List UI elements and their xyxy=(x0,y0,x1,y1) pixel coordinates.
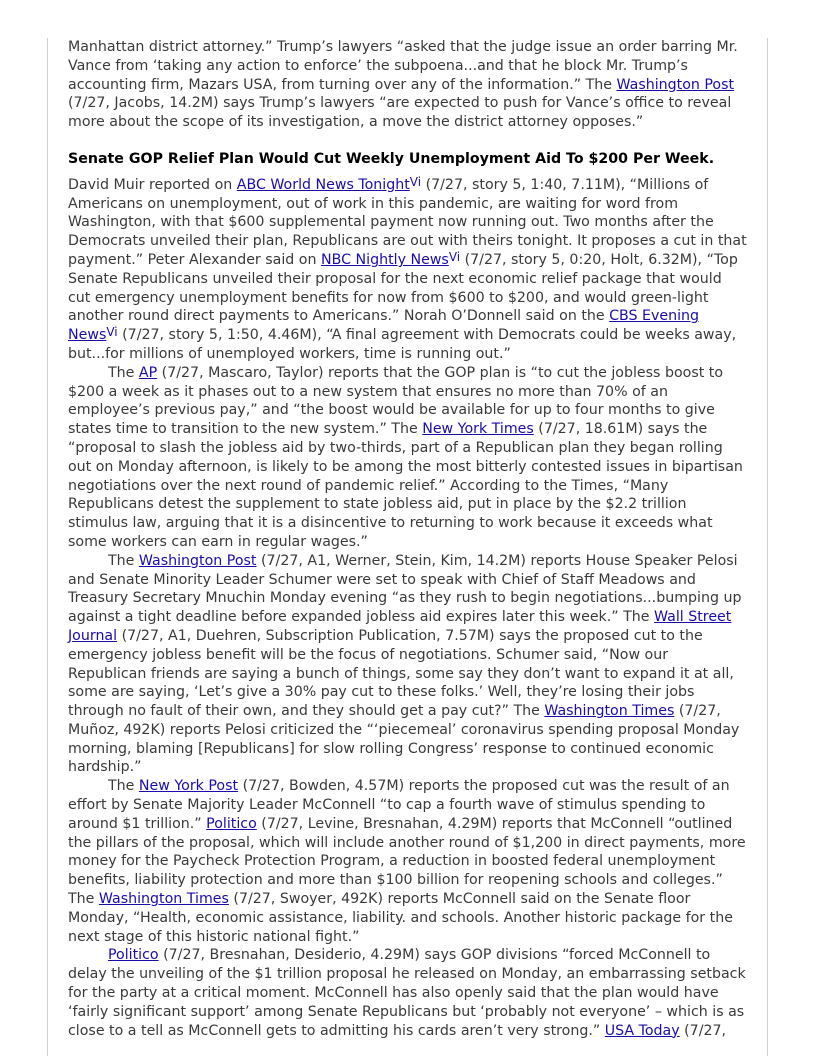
link-cbs-evening-news[interactable]: CBS Evening News xyxy=(68,308,700,344)
link-washington-times[interactable]: Washington Times xyxy=(98,891,229,908)
link-nbc-nightly-news[interactable]: NBC Nightly News xyxy=(321,251,449,268)
link-washington-post[interactable]: Washington Post xyxy=(138,552,257,569)
link-abc-world-news-tonight[interactable]: ABC World News Tonight xyxy=(236,176,410,193)
link-politico[interactable]: Politico xyxy=(108,947,159,964)
link-new-york-times[interactable]: New York Times xyxy=(422,421,534,438)
paragraph-trump-lawyers: Manhattan district attorney.” Trump’s lawyers “asked that the judge issue an order barring Mr. Vance from ‘taking any action to enforce’ the subpoena...and that he block Mr. Trump’s accounting firm, Mazars USA, from turning over any of the information.” The Washington Post (7/27, Jacobs, 14.2M) says Trump’s lawyers “are expected to push for Vance’s office to reveal more about the scope of its investigation, a move the district attorney opposes.” xyxy=(68,39,738,131)
video-indicator-icon[interactable]: Vi xyxy=(409,174,422,189)
article-heading: Senate GOP Relief Plan Would Cut Weekly Unemployment Aid To $200 Per Week. xyxy=(68,150,715,167)
video-indicator-icon[interactable]: Vi xyxy=(448,249,461,264)
link-washington-times[interactable]: Washington Times xyxy=(544,703,675,720)
link-usa-today[interactable]: USA Today xyxy=(604,1022,680,1039)
paragraph-ap-nyt: The AP (7/27, Mascaro, Taylor) reports that the GOP plan is “to cut the jobless boost to $200 a week as it phases out to a new system that ensures no more than 70% of an employee’s previous pay,” and “the boost would be available for up to four months to give states time to transition to the new system.” The New York Times (7/27, 18.61M) says the “proposal to slash the jobless aid by two-thirds, part of a Republican plan they began rolling out on Monday afternoon, is likely to be among the most bitterly contested issues in bipartisan negotiations over the next round of pandemic relief.” According to the Times, “Many Republicans detest the supplement to state jobless aid, put in place by the $2.2 trillion stimulus law, arguing that it is a disincentive to returning to work because it exceeds what some workers can earn in regular wages.” xyxy=(68,364,743,550)
link-politico[interactable]: Politico xyxy=(206,815,257,832)
link-ap[interactable]: AP xyxy=(138,364,158,381)
paragraph-nypost-politico: The New York Post (7/27, Bowden, 4.57M) reports the proposed cut was the result of an effort by Senate Majority Leader McConnell “to cap a fourth wave of stimulus spending to around $1 trillion.” Politico (7/27, Levine, Bresnahan, 4.29M) reports that McConnell “outlined the pillars of the proposal, which will include another round of $1,200 in direct payments, more money for the Paycheck Protection Program, a reduction in boosted federal unemployment benefits, liability protection and more than $100 billion for reopening schools and colleges.” The Washington Times (7/27, Swoyer, 492K) reports McConnell said on the Senate floor Monday, “Health, economic assistance, liability. and schools. Another historic package for the next stage of this historic national fight.” xyxy=(68,778,746,945)
paragraph-politico-divisions: Politico (7/27, Bresnahan, Desiderio, 4.29M) says GOP divisions “forced McConnell to delay the unveiling of the $1 trillion proposal he released on Monday, an embarrassing setback for the party at a critical moment. McConnell has also openly said that the plan would have ‘fairly significant support’ among Senate Republicans but ‘probably not everyone’ – which is as close to a tell as McConnell gets to admitting his cards aren’t very strong.” USA Today (7/27, xyxy=(68,947,746,1039)
paragraph-wapo-wsj: The Washington Post (7/27, A1, Werner, Stein, Kim, 14.2M) reports House Speaker Pelosi and Senate Minority Leader Schumer were set to speak with Chief of Staff Meadows and Treasury Secretary Mnuchin Monday evening “as they rush to begin negotiations...bumping up against a tight deadline before expanded jobless aid expires later this week.” The Wall Street Journal (7/27, A1, Duehren, Subscription Publication, 7.57M) says the proposed cut to the emergency jobless benefit will be the focus of negotiations. Schumer said, “Now our Republican friends are saying a bunch of things, some say they don’t want to expand it at all, some are saying, ‘Let’s give a 30% pay cut to these folks.’ Well, they’re losing their jobs through no fault of their own, and they should get a pay cut?” The Washington Times (7/27, Muñoz, 492K) reports Pelosi criticized the “‘piecemeal’ coronavirus spending proposal Monday morning, blaming [Republicans] for slow rolling Congress’ response to continued economic hardship.” xyxy=(68,552,742,776)
link-wall-street-journal[interactable]: Wall Street Journal xyxy=(68,609,732,644)
link-new-york-post[interactable]: New York Post xyxy=(138,778,239,795)
link-washington-post[interactable]: Washington Post xyxy=(616,76,735,93)
paragraph-tv-reports: David Muir reported on ABC World News Tonight$^{Vi}$ (7/27, story 5, 1:40, 7.11M), “Millions of Americans on unemployment, out of work in this pandemic, are waiting for word from Washington, with that $600 supplemental payment now running out. Two months after the Democrats unveiled their plan, Republicans are out with theirs tonight. It proposes a cut in that payment.” Peter Alexander said on NBC Nightly News$^{Vi}$ (7/27, story 5, 0:20, Holt, 6.32M), “Top Senate Republicans unveiled their proposal for the next economic relief package that would cut emergency unemployment benefits for now from $600 to $200, and would green-light another round direct payments to Americans.” Norah O’Donnell said on the CBS Evening News$^{Vi}$ (7/27, story 5, 1:50, 4.46M), “A final agreement with Democrats could be weeks away, but...for millions of unemployed workers, time is running out.” xyxy=(68,174,747,362)
document-body xyxy=(68,38,748,1040)
video-indicator-icon[interactable]: Vi xyxy=(106,325,118,340)
